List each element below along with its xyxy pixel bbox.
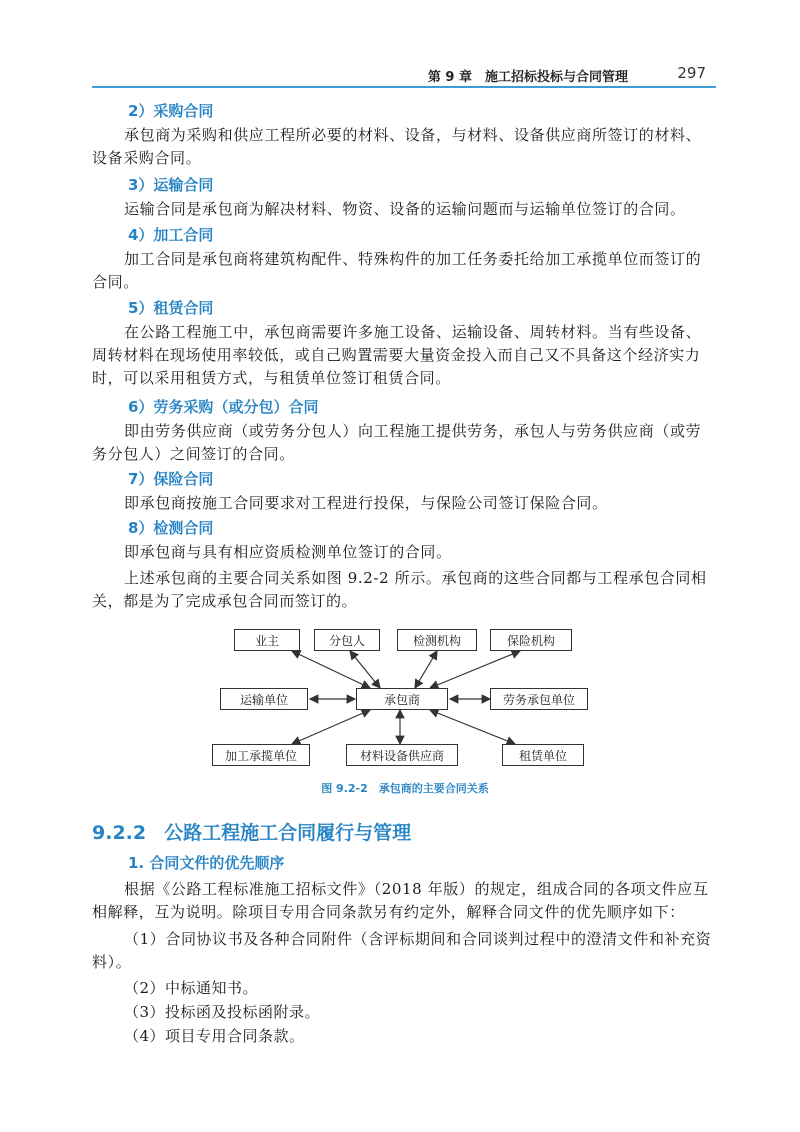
list-item-1: （1）合同协议书及各种合同附件（含评标期间和合同谈判过程中的澄清文件和补充资料）。 (92, 930, 712, 971)
summary-paragraph: 上述承包商的主要合同关系如图 9.2-2 所示。承包商的这些合同都与工程承包合同相关，都是为了完成承包合同而签订的。 (92, 569, 707, 610)
para-transport: 运输合同是承包商为解决材料、物资、设备的运输问题而与运输单位签订的合同。 (124, 200, 686, 218)
node-materials-supplier: 材料设备供应商 (346, 744, 458, 766)
para-processing: 加工合同是承包商将建筑构配件、特殊构件的加工任务委托给加工承揽单位而签订的合同。 (92, 250, 702, 291)
arrow-testing-agency (415, 651, 437, 688)
section-number: 9.2.2 (92, 822, 147, 844)
page-header (92, 62, 716, 88)
page-number: 297 (677, 64, 706, 82)
heading-leasing: 5）租赁合同 (128, 299, 214, 317)
arrow-owner (292, 651, 370, 688)
list-item-4: （4）项目专用合同条款。 (124, 1027, 305, 1045)
heading-labor: 6）劳务采购（或分包）合同 (128, 398, 319, 416)
node-subcontractor: 分包人 (314, 629, 380, 651)
node-insurer: 保险机构 (490, 629, 572, 651)
intro-paragraph: 根据《公路工程标准施工招标文件》（2018 年版）的规定，组成合同的各项文件应互相解释，互为说明。除项目专用合同条款另有约定外，解释合同文件的优先顺序如下： (92, 880, 709, 921)
para-insurance: 即承包商按施工合同要求对工程进行投保，与保险公司签订保险合同。 (124, 494, 608, 512)
arrow-processing (292, 710, 370, 744)
para-procurement: 承包商为采购和供应工程所必要的材料、设备，与材料、设备供应商所签订的材料、设备采购合同。 (92, 126, 702, 167)
node-leasing: 租赁单位 (502, 744, 584, 766)
node-processing: 加工承揽单位 (212, 744, 310, 766)
list-item-3: （3）投标函及投标函附录。 (124, 1003, 321, 1021)
node-owner: 业主 (234, 629, 300, 651)
heading-processing: 4）加工合同 (128, 226, 214, 244)
list-item-2: （2）中标通知书。 (124, 979, 259, 997)
subheading-priority: 1. 合同文件的优先顺序 (128, 854, 285, 872)
heading-testing: 8）检测合同 (128, 519, 214, 537)
section-heading (92, 818, 411, 845)
node-labor-contractor: 劳务承包单位 (490, 688, 588, 710)
para-leasing: 在公路工程施工中，承包商需要许多施工设备、运输设备、周转材料。当有些设备、周转材料在现场使用率较低，或自己购置需要大量资金投入而自己又不具备这个经济实力时，可以采用租赁方式，与租赁单位签订租赁合同。 (92, 323, 702, 387)
para-labor: 即由劳务供应商（或劳务分包人）向工程施工提供劳务，承包人与劳务供应商（或劳务分包人）之间签订的合同。 (92, 422, 702, 463)
chapter-title: 第 9 章 施工招标投标与合同管理 (427, 70, 628, 85)
section-title: 公路工程施工合同履行与管理 (164, 822, 412, 844)
node-testing-agency: 检测机构 (397, 629, 477, 651)
arrow-leasing (430, 710, 515, 744)
contract-relationship-diagram (200, 620, 610, 796)
arrow-subcontractor (350, 651, 380, 688)
arrow-insurer (430, 651, 520, 688)
heading-insurance: 7）保险合同 (128, 470, 214, 488)
heading-procurement: 2）采购合同 (128, 102, 214, 120)
node-contractor: 承包商 (356, 688, 448, 710)
heading-transport: 3）运输合同 (128, 176, 214, 194)
node-transport: 运输单位 (220, 688, 308, 710)
figure-caption: 图 9.2-2 承包商的主要合同关系 (321, 782, 489, 795)
para-testing: 即承包商与具有相应资质检测单位签订的合同。 (124, 543, 452, 561)
